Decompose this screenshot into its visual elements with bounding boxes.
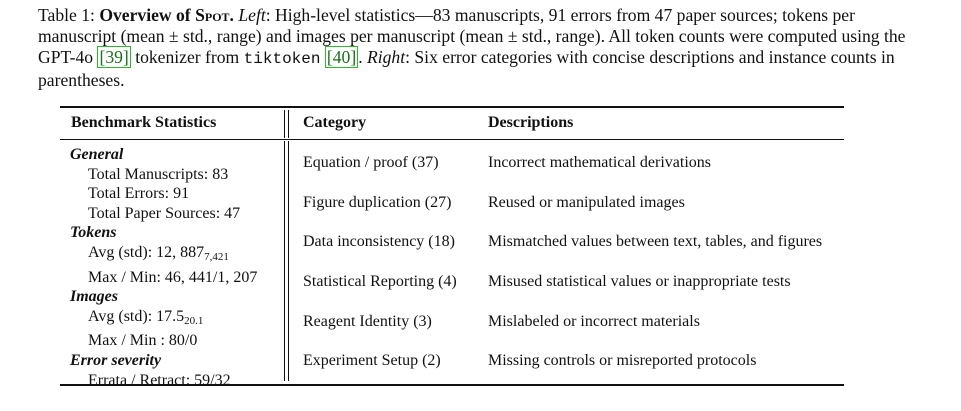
header-double-separator: [284, 110, 290, 138]
stat-total-sources: Total Paper Sources: 47: [88, 204, 241, 222]
description-row-6: Missing controls or misreported protocols: [488, 352, 757, 369]
header-descriptions: Descriptions: [488, 114, 574, 131]
stat-tokens-avg: [70, 243, 285, 268]
stat-tokens-maxmin: Max / Min: 46, 441/1, 207: [88, 268, 258, 286]
stat-images-maxmin: Max / Min : 80/0: [88, 332, 198, 350]
benchmark-statistics-column: [70, 145, 285, 390]
category-row-4: Statistical Reporting (4): [303, 273, 457, 290]
table-header-rule: [60, 139, 844, 140]
caption-title-period: .: [229, 5, 234, 25]
stat-images-avg: [70, 307, 285, 332]
category-row-6: Experiment Setup (2): [303, 352, 441, 369]
caption-right-text: : Six error categories with concise descriptions and instance counts in parentheses.: [38, 47, 895, 90]
category-row-3: Data inconsistency (18): [303, 233, 455, 250]
caption-title-prefix: Overview of: [99, 5, 191, 25]
header-category: Category: [303, 114, 367, 131]
citation-link-39[interactable]: [39]: [99, 47, 129, 67]
group-images: Images: [70, 288, 118, 306]
description-row-2: Reused or manipulated images: [488, 194, 685, 211]
citation-link-40[interactable]: [40]: [326, 47, 357, 67]
table-caption: Table 1: Overview of Spot. Left: High-level statistics—83 manuscripts, 91 errors from 47 paper sources; tokens per manuscript (mean ± std., range) and images per manuscript (mean ± std., range). All token counts were computed using the GPT-4o [39] tokenizer from tiktoken [40] . Right: Six error categories with concise descriptions and instance counts in parentheses.: [38, 5, 906, 90]
category-row-2: Figure duplication (27): [303, 194, 452, 211]
category-row-1: Equation / proof (37): [303, 154, 439, 171]
description-row-1: Incorrect mathematical derivations: [488, 154, 712, 171]
table-top-rule: [60, 106, 844, 108]
category-row-5: Reagent Identity (3): [303, 313, 432, 330]
caption-title-name: Spot: [195, 5, 230, 25]
group-general: General: [70, 146, 124, 163]
description-row-5: Mislabeled or incorrect materials: [488, 313, 700, 330]
stat-total-errors: Total Errors: 91: [88, 185, 190, 203]
stat-images-std: 20.1: [184, 314, 204, 327]
table-label: Table 1:: [38, 5, 95, 25]
caption-mid-text: tokenizer from: [130, 47, 244, 67]
caption-right-label: Right: [366, 47, 406, 67]
group-error-severity: Error severity: [70, 351, 162, 369]
stat-total-manuscripts: Total Manuscripts: 83: [88, 165, 229, 183]
description-row-4: Misused statistical values or inappropriate tests: [488, 273, 791, 290]
tool-name: tiktoken: [243, 50, 321, 68]
stat-tokens-std: 7,421: [204, 250, 229, 263]
stat-images-avg-value: Avg (std): 17.5: [88, 307, 185, 325]
description-row-3: Mismatched values between text, tables, and figures: [488, 233, 823, 250]
caption-left-label: Left: [238, 5, 266, 25]
stat-errata-retract: Errata / Retract: 59/32: [88, 371, 231, 389]
group-tokens: Tokens: [70, 224, 117, 242]
caption-title: [99, 5, 234, 25]
header-benchmark-statistics: Benchmark Statistics: [71, 114, 217, 131]
stat-tokens-avg-value: Avg (std): 12, 887: [88, 243, 205, 261]
caption-left-text: : High-level statistics—83 manuscripts, 91 errors from 47 paper sources; tokens per manuscript (mean ± std., range) and images per manuscript (mean ± std., range). All token counts were computed using the GPT-4o: [38, 5, 906, 67]
